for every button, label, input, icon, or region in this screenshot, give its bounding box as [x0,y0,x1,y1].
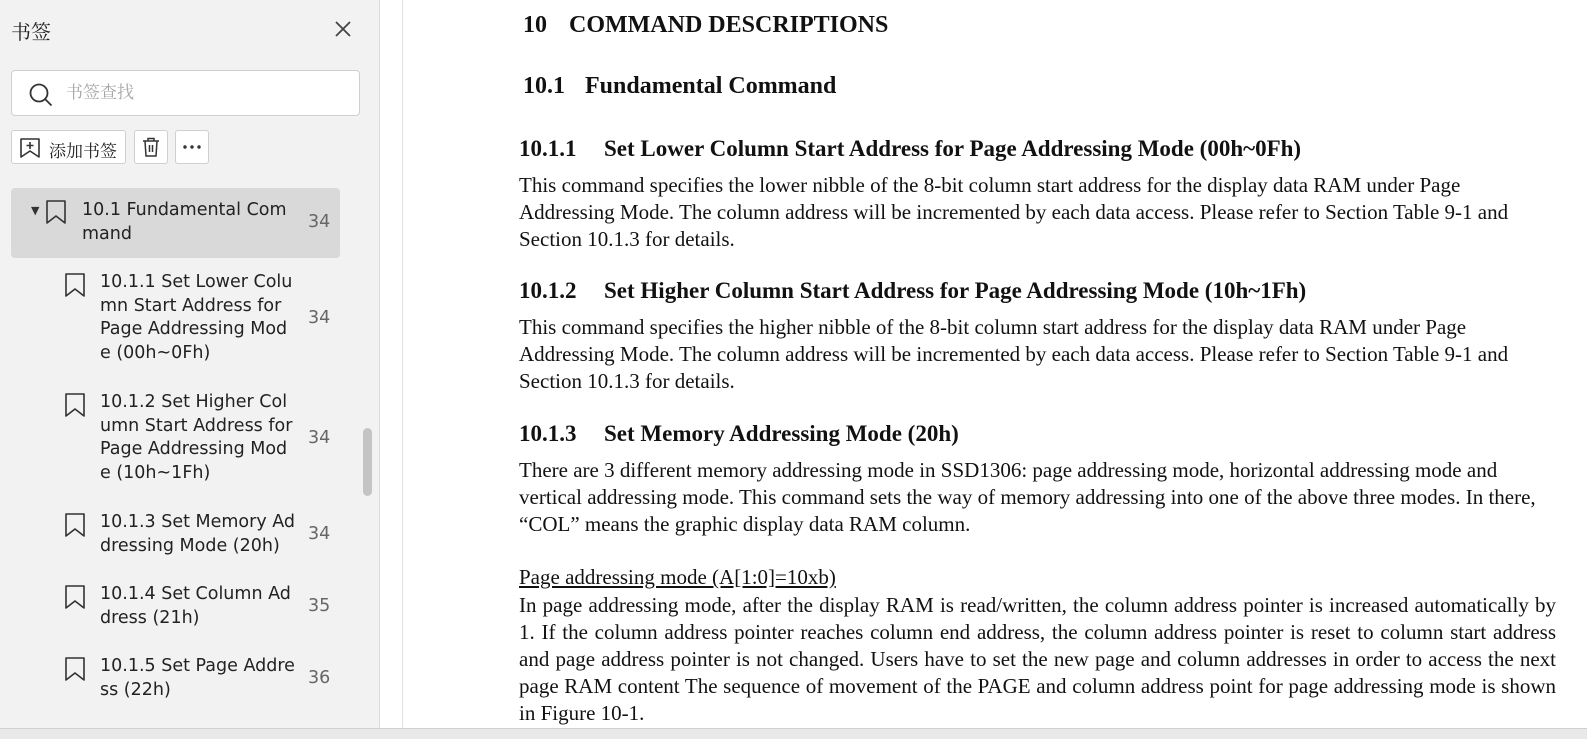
bookmark-page: 34 [308,428,331,448]
bookmark-icon [64,272,86,298]
bookmark-page: 35 [308,596,331,616]
section-number: 10.1 [523,73,565,99]
bookmark-item-10-1-4[interactable] [11,580,340,632]
sidebar-scrollbar[interactable] [363,428,372,496]
add-bookmark-icon [19,137,41,159]
bottom-scroll-edge [0,728,1587,739]
paragraph-10-1-2: This command specifies the higher nibble of the 8-bit column start address for the display data RAM under Page Addressing Mode. The column address will be incremented by each data access. Please refer to Section Table 9-1 and Section 10.1.3 for details. [519,315,1509,393]
bookmark-item-10-1-3[interactable] [11,508,340,560]
bookmark-icon [64,512,86,538]
delete-bookmark-button[interactable] [134,130,168,164]
bookmark-icon [64,392,86,418]
subsection-number: 10.1.2 [519,278,577,303]
subsection-number: 10.1.1 [519,136,577,161]
more-icon [181,136,203,158]
add-bookmark-button[interactable] [11,130,126,164]
subsection-title: Set Memory Addressing Mode (20h) [604,421,959,446]
search-input[interactable] [66,79,346,107]
bookmark-icon [64,584,86,610]
chapter-title: COMMAND DESCRIPTIONS [569,12,889,38]
add-bookmark-label: 添加书签 [49,142,117,162]
more-options-button[interactable] [175,130,209,164]
bookmark-item-10-1-5[interactable] [11,652,340,704]
search-icon [28,82,54,108]
bookmark-label: 10.1 Fundamental Command [82,200,287,244]
paragraph-10-1-1: This command specifies the lower nibble of the 8-bit column start address for the display data RAM under Page Addressing Mode. The column address will be incremented by each data access. Please refer to Section Table 9-1 and Section 10.1.3 for details. [519,173,1509,251]
panel-title: 书签 [11,20,51,44]
trash-icon [140,136,162,158]
document-page [402,0,1587,739]
bookmark-page: 34 [308,524,331,544]
bookmark-item-10-1[interactable] [11,188,340,258]
bookmark-label: 10.1.1 Set Lower Column Start Address for Page Addressing Mode (00h~0Fh) [100,272,293,364]
close-icon[interactable] [331,17,355,41]
chapter-heading [523,12,888,39]
chapter-number: 10 [523,12,547,38]
subsection-heading-10-1-1 [519,136,1301,162]
bookmark-page: 34 [308,308,331,328]
bookmark-page: 34 [308,212,331,232]
bookmark-label: 10.1.5 Set Page Address (22h) [100,656,295,700]
page-addressing-heading: Page addressing mode (A[1:0]=10xb) [519,565,836,589]
bookmark-page: 36 [308,668,331,688]
paragraph-10-1-3: There are 3 different memory addressing mode in SSD1306: page addressing mode, horizontal addressing mode and vertical addressing mode. This command sets the way of memory addressing into one of the above three modes. In there, “COL” means the graphic display data RAM column. [519,458,1536,536]
bookmark-item-10-1-2[interactable] [11,388,340,488]
bookmark-label: 10.1.4 Set Column Address (21h) [100,584,291,628]
bookmark-label: 10.1.3 Set Memory Addressing Mode (20h) [100,512,296,556]
bookmark-search[interactable] [11,70,360,116]
bookmark-panel [0,0,380,739]
bookmark-label: 10.1.2 Set Higher Column Start Address for Page Addressing Mode (10h~1Fh) [100,392,293,484]
bookmark-icon [45,199,67,225]
bookmark-icon [64,656,86,682]
subsection-title: Set Lower Column Start Address for Page Addressing Mode (00h~0Fh) [604,136,1302,161]
section-title: Fundamental Command [585,73,837,99]
page-addressing-paragraph: In page addressing mode, after the display RAM is read/written, the column address pointer is increased automatically by 1. If the column address pointer reaches column end address, the column address pointer is reset to column start address and page address pointer is not changed. Users have to set the new page and column addresses in order to access the next page RAM content The sequence of movement of the PAGE and column address point for page addressing mode is shown in Figure 10-1. [519,593,1556,725]
collapse-caret-icon[interactable]: ▼ [31,204,40,217]
subsection-title: Set Higher Column Start Address for Page Addressing Mode (10h~1Fh) [604,278,1307,303]
section-heading [523,73,836,100]
bookmark-item-10-1-1[interactable] [11,268,340,368]
subsection-heading-10-1-2 [519,278,1306,304]
subsection-number: 10.1.3 [519,421,577,446]
subsection-heading-10-1-3 [519,421,959,447]
